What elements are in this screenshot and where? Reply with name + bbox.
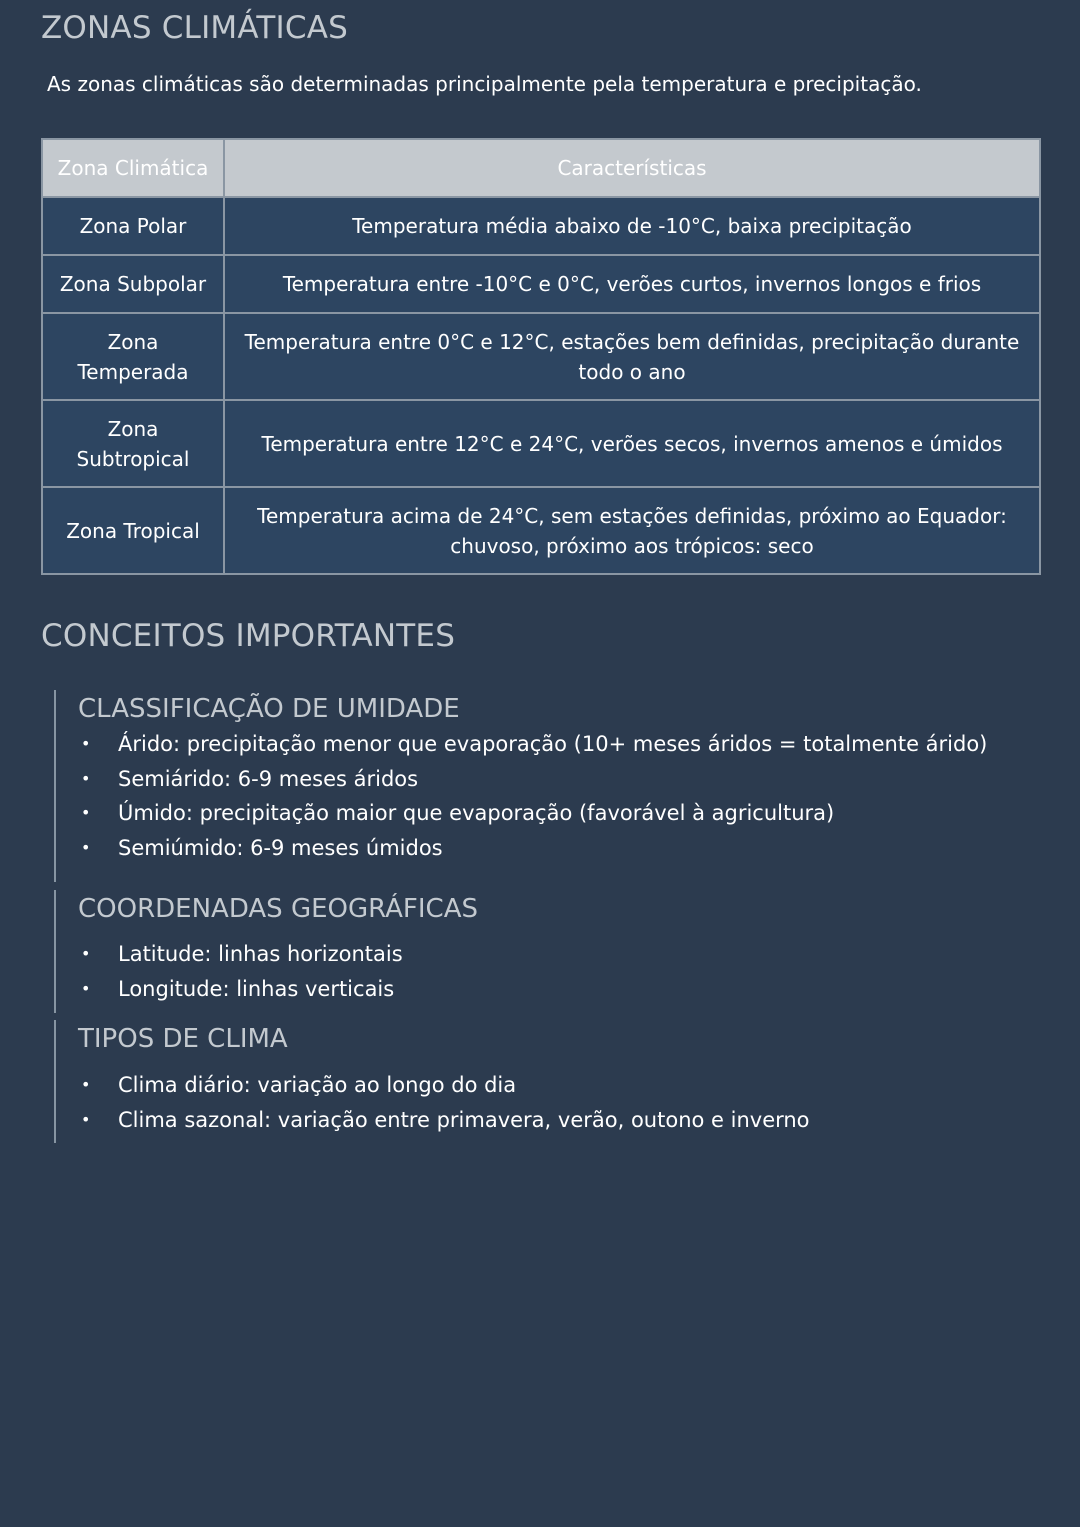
section-climate-types — [54, 1020, 1056, 1143]
list-item-text: Úmido: precipitação maior que evaporação (favorável à agricultura) — [118, 801, 835, 826]
description-cell: Temperatura média abaixo de -10°C, baixa precipitação — [224, 197, 1040, 255]
zone-cell: Zona Subtropical — [42, 400, 224, 487]
zone-cell: Zona Tropical — [42, 487, 224, 574]
description-cell: Temperatura entre 12°C e 24°C, verões secos, invernos amenos e úmidos — [224, 400, 1040, 487]
section-geographic-coordinates — [54, 890, 1056, 1013]
intro-paragraph: As zonas climáticas são determinadas principalmente pela temperatura e precipitação. — [47, 72, 922, 96]
table-row — [42, 197, 1040, 255]
zone-cell: Zona Temperada — [42, 313, 224, 400]
list-item-text: Longitude: linhas verticais — [118, 976, 395, 1001]
section-heading: COORDENADAS GEOGRÁFICAS — [78, 894, 479, 924]
column-header-zone: Zona Climática — [42, 139, 224, 197]
list-item-text: Semiárido: 6-9 meses áridos — [118, 766, 419, 791]
description-cell: Temperatura entre 0°C e 12°C, estações bem definidas, precipitação durante todo o ano — [224, 313, 1040, 400]
list-item-text: Clima diário: variação ao longo do dia — [118, 1073, 517, 1097]
description-cell: Temperatura entre -10°C e 0°C, verões curtos, invernos longos e frios — [224, 255, 1040, 313]
page-title: ZONAS CLIMÁTICAS — [41, 10, 348, 46]
section-heading: TIPOS DE CLIMA — [78, 1024, 288, 1054]
table-row — [42, 487, 1040, 574]
bullet-icon: • — [81, 838, 91, 858]
bullet-icon: • — [81, 944, 91, 963]
bullet-icon: • — [81, 734, 91, 753]
bullet-icon: • — [81, 1109, 91, 1129]
zone-cell: Zona Subpolar — [42, 255, 224, 313]
zone-cell: Zona Polar — [42, 197, 224, 255]
section-humidity-classification — [54, 690, 1056, 882]
table-row — [42, 400, 1040, 487]
section-title-concepts: CONCEITOS IMPORTANTES — [41, 618, 456, 654]
section-heading: CLASSIFICAÇÃO DE UMIDADE — [78, 694, 460, 724]
table-row — [42, 313, 1040, 400]
bullet-icon: • — [81, 768, 91, 788]
bullet-icon: • — [81, 803, 91, 823]
list-item-text: Clima sazonal: variação entre primavera, verão, outono e inverno — [118, 1107, 810, 1132]
list-item-text: Latitude: linhas horizontais — [118, 942, 403, 966]
column-header-characteristics: Características — [224, 139, 1040, 197]
bullet-icon: • — [81, 1075, 91, 1094]
climate-zones-table — [41, 138, 1041, 575]
table-header-row — [42, 139, 1040, 197]
list-item-text: Árido: precipitação menor que evaporação (10+ meses áridos = totalmente árido) — [118, 732, 988, 756]
bullet-icon: • — [81, 978, 91, 998]
list-item-text: Semiúmido: 6-9 meses úmidos — [118, 836, 443, 861]
table-row — [42, 255, 1040, 313]
description-cell: Temperatura acima de 24°C, sem estações definidas, próximo ao Equador: chuvoso, próximo aos trópicos: seco — [224, 487, 1040, 574]
